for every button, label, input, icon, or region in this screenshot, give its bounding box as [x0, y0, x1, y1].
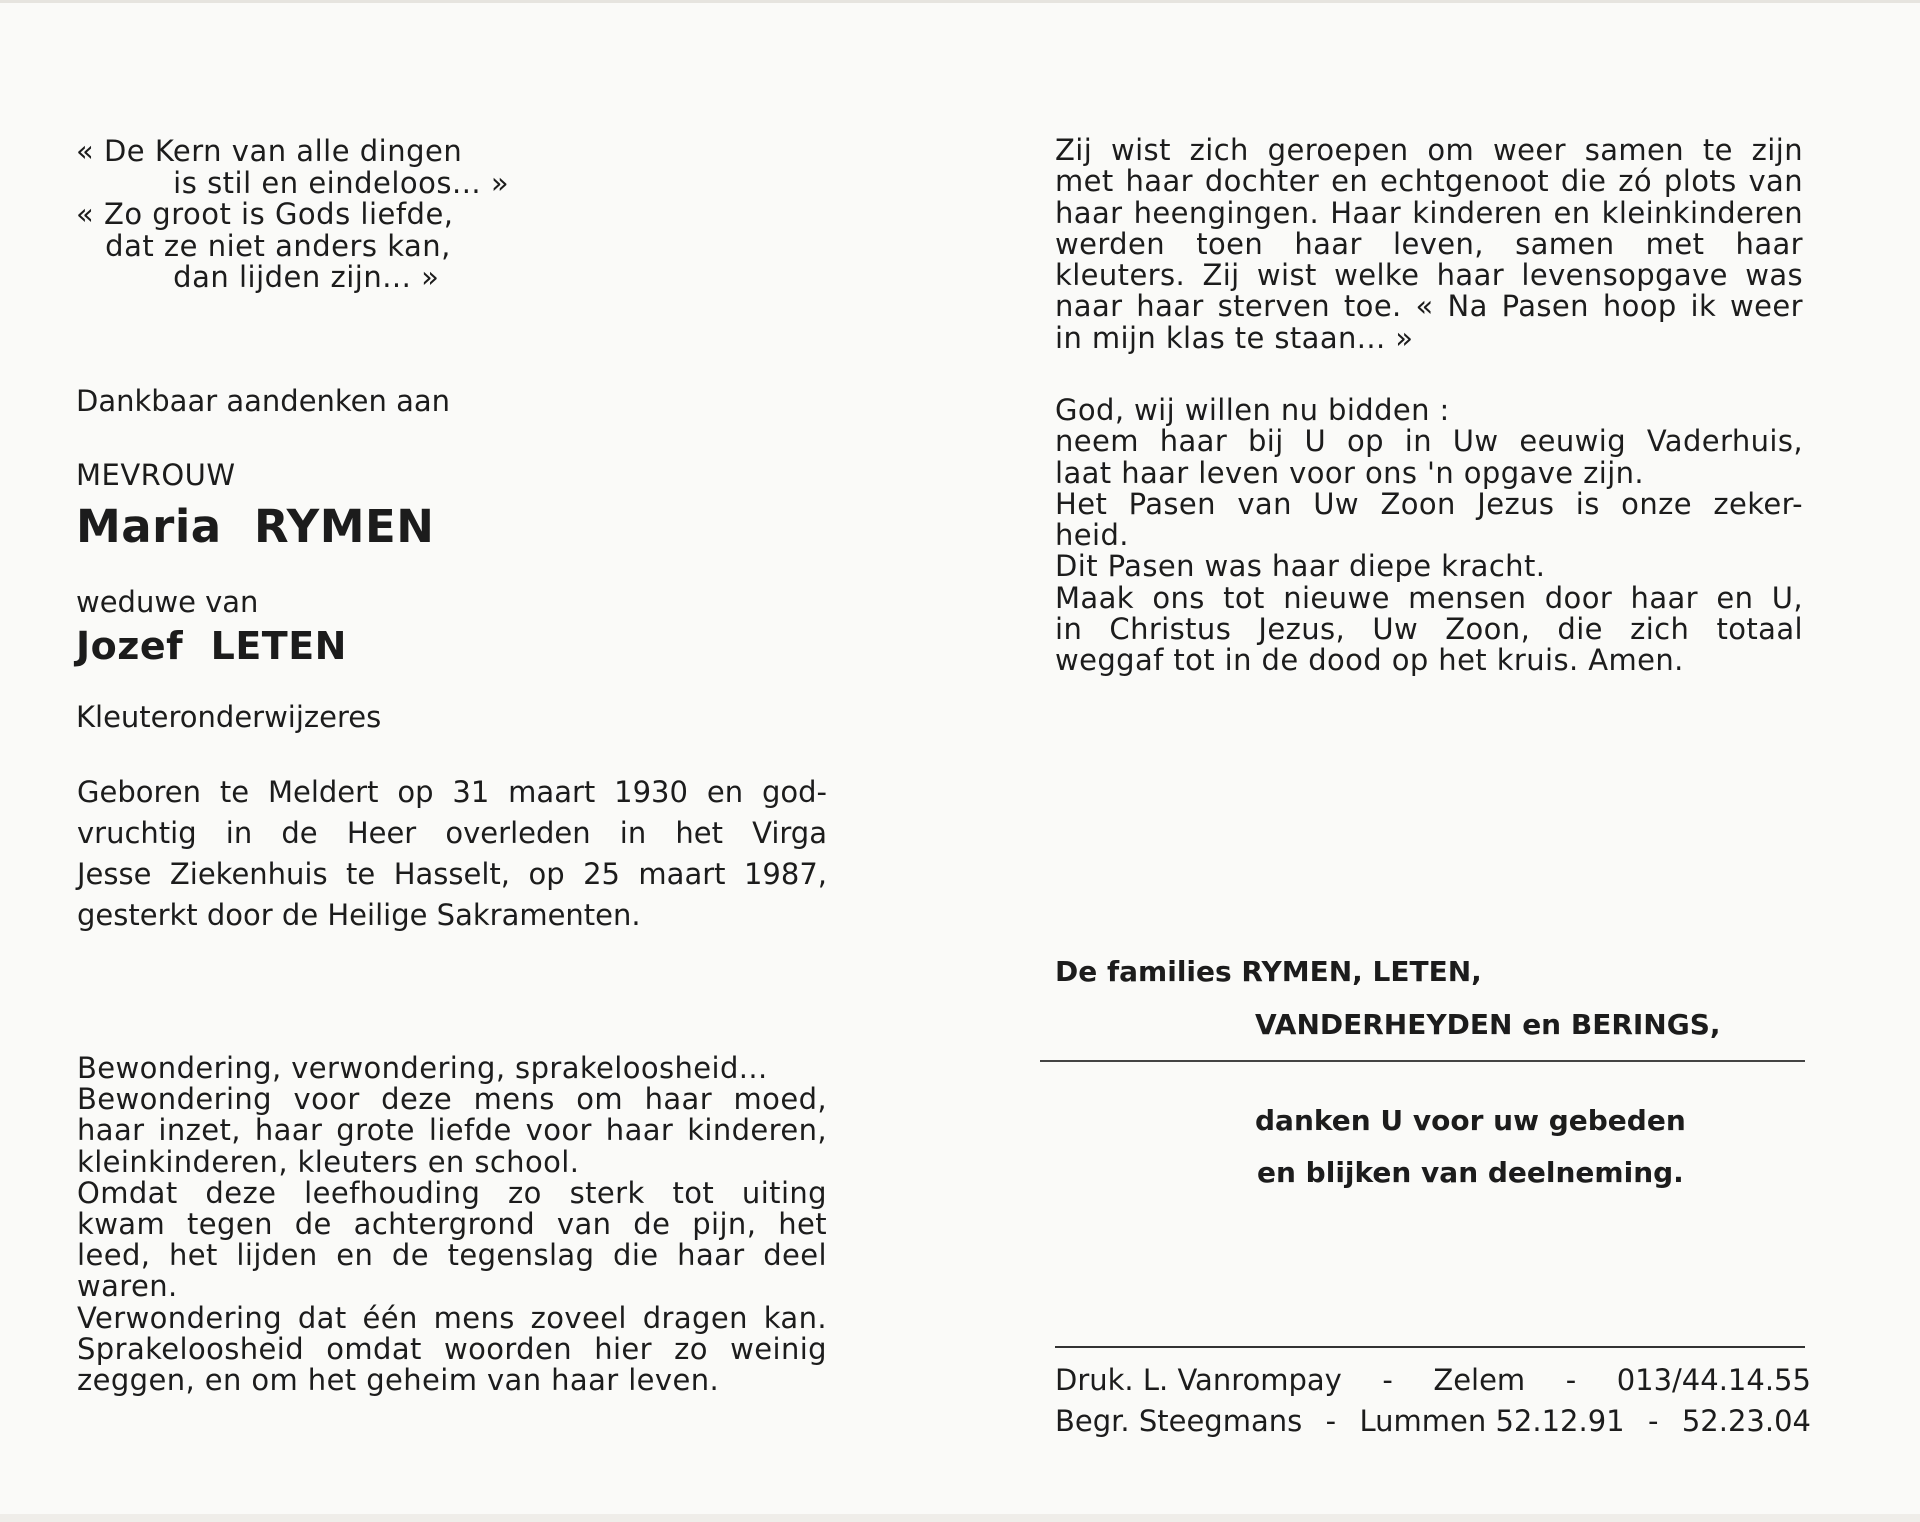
printer-credit: [1055, 1363, 1811, 1397]
printer-name: Druk. L. Vanrompay: [1055, 1363, 1342, 1397]
paragraph-line: Omdat deze leefhouding zo sterk tot uiting: [77, 1175, 827, 1210]
quote-line: dat ze niet anders kan,: [76, 228, 451, 263]
paragraph-line: Sprakeloosheid omdat woorden hier zo weinig: [77, 1331, 827, 1366]
quote-line: is stil en eindeloos... »: [76, 165, 510, 200]
paragraph-line: in mijn klas te staan... »: [1055, 320, 1414, 355]
paragraph-line: laat haar leven voor ons 'n opgave zijn.: [1055, 455, 1645, 490]
separator: -: [1647, 1404, 1659, 1438]
quote-line: dan lijden zijn... »: [76, 260, 440, 294]
quote-line: « Zo groot is Gods liefde,: [76, 197, 454, 231]
thanks-line-2: en blijken van deelneming.: [1257, 1156, 1684, 1189]
calling-paragraph: [1055, 135, 1803, 354]
dedication-text: Dankbaar aandenken aan: [76, 384, 451, 418]
widow-of-label: weduwe van: [76, 585, 259, 619]
paragraph-line: leed, het lijden en de tegenslag die haar deel: [77, 1238, 827, 1273]
families-line-1: De families RYMEN, LETEN,: [1055, 955, 1482, 988]
birth-death-paragraph: [77, 772, 827, 936]
paragraph-line: neem haar bij U op in Uw eeuwig Vaderhuis,: [1055, 424, 1803, 459]
card-top-edge: [0, 0, 1920, 3]
paragraph-line: in Christus Jezus, Uw Zoon, die zich totaal: [1055, 612, 1803, 647]
paragraph-line: werden toen haar leven, samen met haar: [1055, 226, 1803, 261]
separator: -: [1382, 1363, 1393, 1397]
paragraph-line: met haar dochter en echtgenoot die zó plots van: [1055, 164, 1803, 199]
paragraph-line: heid.: [1055, 518, 1129, 553]
prayer-paragraph: [1055, 395, 1803, 677]
paragraph-line: Zij wist zich geroepen om weer samen te zijn: [1055, 133, 1803, 167]
undertaker-phone: 52.23.04: [1681, 1404, 1811, 1438]
separator: -: [1565, 1363, 1577, 1397]
paragraph-line: Het Pasen van Uw Zoon Jezus is onze zeker-: [1055, 486, 1803, 521]
card-bottom-edge: [0, 1514, 1920, 1522]
families-line-2: VANDERHEYDEN en BERINGS,: [1255, 1008, 1721, 1041]
divider: [1055, 1346, 1805, 1348]
undertaker-credit: [1055, 1404, 1811, 1438]
occupation-text: Kleuteronderwijzeres: [76, 700, 382, 734]
deceased-name: Maria RYMEN: [76, 500, 435, 553]
paragraph-line: Bewondering voor deze mens om haar moed,: [77, 1082, 827, 1117]
paragraph-line: Bewondering, verwondering, sprakeloosheid...: [77, 1051, 768, 1085]
thanks-line-1: danken U voor uw gebeden: [1255, 1104, 1686, 1137]
paragraph-line: Dit Pasen was haar diepe kracht.: [1055, 549, 1546, 584]
paragraph-line: God, wij willen nu bidden :: [1055, 393, 1450, 427]
paragraph-line: kleinkinderen, kleuters en school.: [77, 1144, 580, 1179]
husband-name: Jozef LETEN: [76, 624, 347, 668]
paragraph-line: weggaf tot in de dood op het kruis. Amen.: [1055, 643, 1684, 678]
paragraph-line: kleuters. Zij wist welke haar levensopgave was: [1055, 258, 1803, 293]
separator: -: [1325, 1404, 1337, 1438]
paragraph-line: Jesse Ziekenhuis te Hasselt, op 25 maart 1987,: [77, 857, 827, 891]
paragraph-line: gesterkt door de Heilige Sakramenten.: [77, 898, 641, 932]
undertaker-name: Begr. Steegmans: [1055, 1404, 1303, 1438]
paragraph-line: zeggen, en om het geheim van haar leven.: [77, 1363, 720, 1398]
reflection-paragraph: [77, 1053, 827, 1396]
quote-line: « De Kern van alle dingen: [76, 134, 463, 168]
printer-phone: 013/44.14.55: [1616, 1363, 1811, 1397]
divider: [1040, 1060, 1805, 1062]
paragraph-line: kwam tegen de achtergrond van de pijn, het: [77, 1207, 827, 1242]
paragraph-line: waren.: [77, 1269, 178, 1304]
honorific-title: MEVROUW: [76, 458, 236, 492]
undertaker-town-phone: Lummen 52.12.91: [1359, 1404, 1625, 1438]
paragraph-line: haar heengingen. Haar kinderen en kleinkinderen: [1055, 195, 1803, 230]
paragraph-line: haar inzet, haar grote liefde voor haar kinderen,: [77, 1113, 827, 1148]
paragraph-line: naar haar sterven toe. « Na Pasen hoop ik weer: [1055, 289, 1803, 324]
paragraph-line: Maak ons tot nieuwe mensen door haar en U,: [1055, 580, 1803, 615]
paragraph-line: vruchtig in de Heer overleden in het Virga: [77, 816, 827, 850]
paragraph-line: Verwondering dat één mens zoveel dragen kan.: [77, 1300, 827, 1335]
printer-town: Zelem: [1433, 1363, 1526, 1397]
opening-quote: [76, 136, 509, 294]
paragraph-line: Geboren te Meldert op 31 maart 1930 en god-: [77, 775, 827, 809]
